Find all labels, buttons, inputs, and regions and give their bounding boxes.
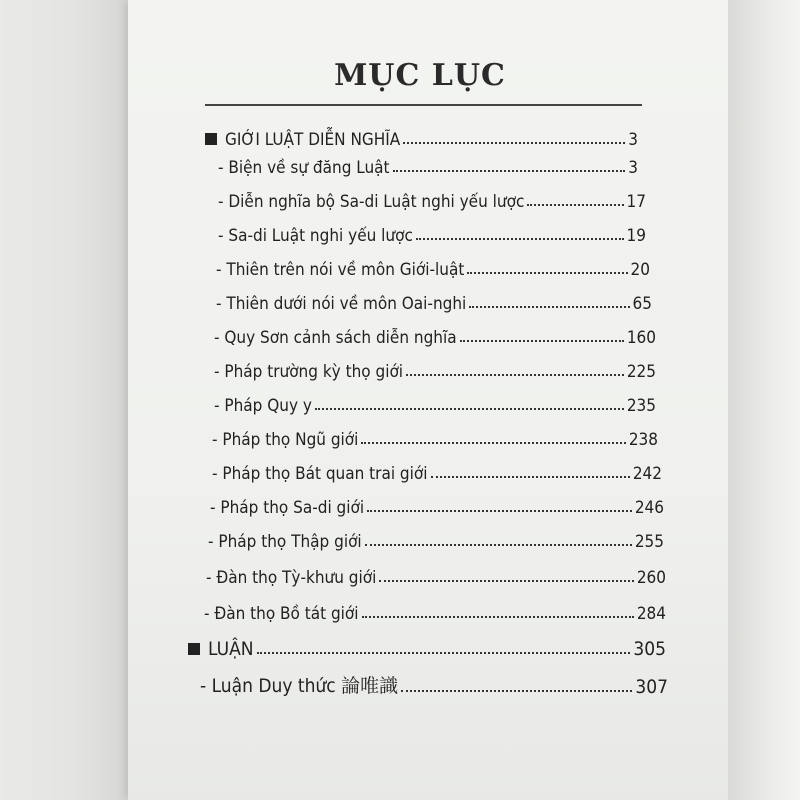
toc-entry-label: - Luận Duy thức 論唯識 [200, 675, 399, 697]
toc-page-number: 160 [626, 328, 656, 348]
toc-section-label: GIỚI LUẬT DIỄN NGHĨA [225, 130, 401, 150]
toc-entry-label: - Diễn nghĩa bộ Sa-di Luật nghi yếu lược [218, 192, 525, 212]
toc-entry-label: - Biện về sự đăng Luật [218, 158, 390, 178]
toc-entry-label: - Pháp thọ Bát quan trai giới [212, 464, 428, 484]
toc-entry [216, 254, 650, 280]
toc-entry [204, 598, 666, 624]
toc-page-number: 20 [630, 260, 650, 280]
square-bullet-icon [205, 133, 217, 145]
toc-page-number: 3 [628, 158, 638, 178]
toc-page-number: 3 [628, 130, 638, 150]
toc-entry-label: - Pháp thọ Sa-di giới [210, 498, 365, 518]
dot-leader [393, 170, 626, 172]
page-title: MỤC LỤC [334, 58, 506, 93]
toc-section-label: LUẬN [208, 638, 254, 660]
dot-leader [361, 442, 625, 444]
toc-section-heading [188, 634, 666, 660]
dot-leader [403, 142, 625, 144]
toc-entry-label: - Pháp thọ Ngũ giới [212, 430, 359, 450]
toc-entry-label: - Quy Sơn cảnh sách diễn nghĩa [214, 328, 457, 348]
toc-entry [206, 562, 666, 588]
toc-entry-label: - Thiên dưới nói về môn Oai-nghi [216, 294, 467, 314]
toc-entry [200, 672, 668, 698]
toc-entry-label: - Pháp thọ Thập giới [208, 532, 362, 552]
toc-page-number: 225 [626, 362, 656, 382]
toc-entry-label: - Đàn thọ Bồ tát giới [204, 604, 359, 624]
toc-entry [218, 186, 646, 212]
toc-page-number: 235 [626, 396, 656, 416]
toc-entry [216, 288, 652, 314]
toc-entry-label: - Thiên trên nói về môn Giới-luật [216, 260, 465, 280]
toc-section-heading [205, 124, 638, 150]
toc-entry [214, 322, 656, 348]
toc-entry [212, 424, 658, 450]
dot-leader [315, 408, 624, 410]
toc-page-number: 17 [626, 192, 646, 212]
toc-page-number: 305 [633, 638, 666, 660]
toc-entry [218, 220, 646, 246]
dot-leader [460, 340, 624, 342]
toc-entry [208, 526, 664, 552]
toc-page-number: 260 [636, 568, 666, 588]
dot-leader [469, 306, 629, 308]
dot-leader [416, 238, 624, 240]
dot-leader [467, 272, 627, 274]
toc-page-number: 238 [628, 430, 658, 450]
dot-leader [379, 580, 633, 582]
toc-page-number: 19 [626, 226, 646, 246]
dot-leader [365, 544, 632, 546]
toc-page-number: 307 [635, 676, 668, 698]
dot-leader [401, 690, 632, 692]
toc-entry [214, 390, 656, 416]
dot-leader [527, 204, 623, 206]
dot-leader [257, 652, 631, 654]
toc-entry [212, 458, 662, 484]
toc-entry-label: - Pháp trường kỳ thọ giới [214, 362, 404, 382]
toc-entry-label: - Pháp Quy y [214, 396, 312, 416]
toc-page-number: 255 [634, 532, 664, 552]
dot-leader [431, 476, 630, 478]
toc-page-number: 284 [636, 604, 666, 624]
dot-leader [406, 374, 624, 376]
toc-entry [210, 492, 664, 518]
toc-page-number: 246 [634, 498, 664, 518]
square-bullet-icon [188, 643, 200, 655]
toc-entry [218, 152, 638, 178]
dot-leader [362, 616, 634, 618]
toc-entry [214, 356, 656, 382]
toc-page-number: 242 [632, 464, 662, 484]
dot-leader [367, 510, 632, 512]
toc-page-number: 65 [632, 294, 652, 314]
toc-entry-label: - Sa-di Luật nghi yếu lược [218, 226, 413, 246]
toc-entry-label: - Đàn thọ Tỳ-khưu giới [206, 568, 377, 588]
